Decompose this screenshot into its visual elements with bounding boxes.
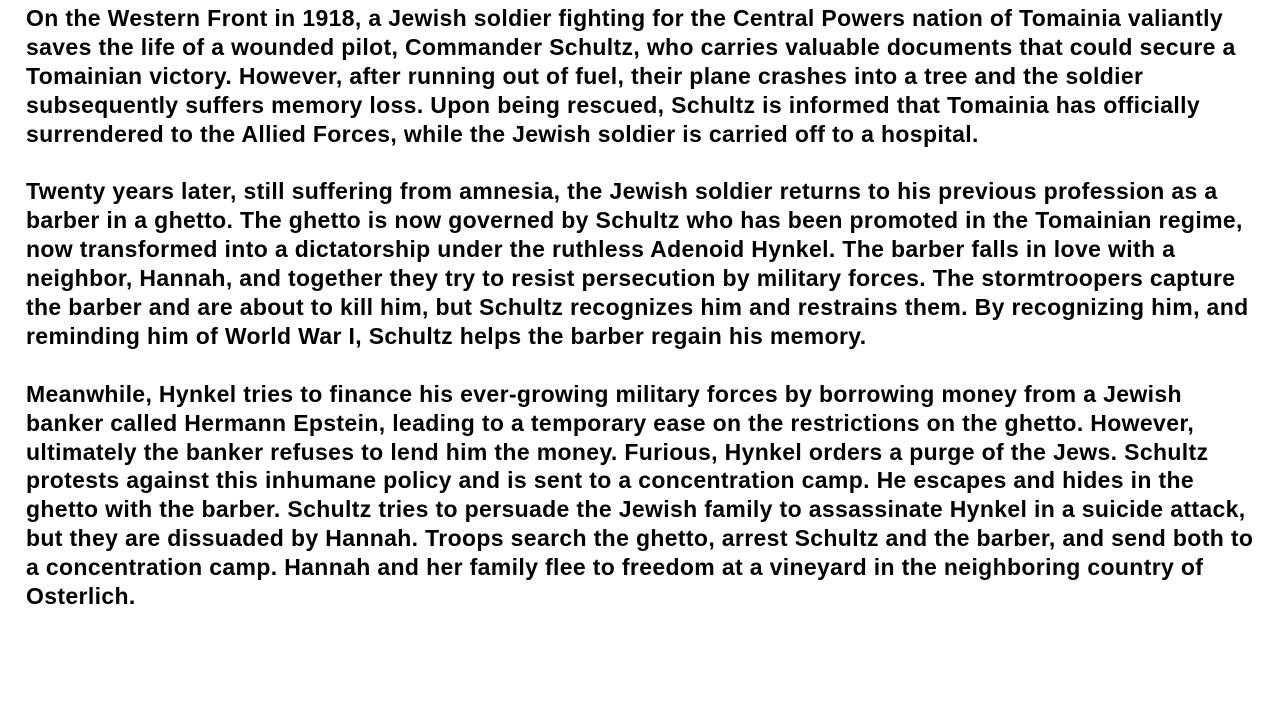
paragraph-3: Meanwhile, Hynkel tries to finance his ever-growing military forces by borrowing money from a Jewish banker called Hermann Epstein, leading to a temporary ease on the restrictions on the ghetto. However, ultimately the banker refuses to lend him the money. Furious, Hynkel orders a purge of the Jews. Schultz protests against this inhumane policy and is sent to a concentration camp. He escapes and hides in the ghetto with the barber. Schultz tries to persuade the Jewish family to assassinate Hynkel in a suicide attack, but they are dissuaded by Hannah. Troops search the ghetto, arrest Schultz and the barber, and send both to a concentration camp. Hannah and her family flee to freedom at a vineyard in the neighboring country of Osterlich. [26, 380, 1254, 610]
paragraph-2: Twenty years later, still suffering from amnesia, the Jewish soldier returns to his previous profession as a barber in a ghetto. The ghetto is now governed by Schultz who has been promoted in the Tomainian regime, now transformed into a dictatorship under the ruthless Adenoid Hynkel. The barber falls in love with a neighbor, Hannah, and together they try to resist persecution by military forces. The stormtroopers capture the barber and are about to kill him, but Schultz recognizes him and restrains them. By recognizing him, and reminding him of World War I, Schultz helps the barber regain his memory. [26, 178, 1249, 349]
paragraph-1: On the Western Front in 1918, a Jewish soldier fighting for the Central Powers nation of Tomainia valiantly saves the life of a wounded pilot, Commander Schultz, who carries valuable documents that could secure a Tomainian victory. However, after running out of fuel, their plane crashes into a tree and the soldier subsequently suffers memory loss. Upon being rescued, Schultz is informed that Tomainia has officially surrendered to the Allied Forces, while the Jewish soldier is carried off to a hospital. [26, 5, 1236, 147]
document-body [26, 4, 1258, 611]
